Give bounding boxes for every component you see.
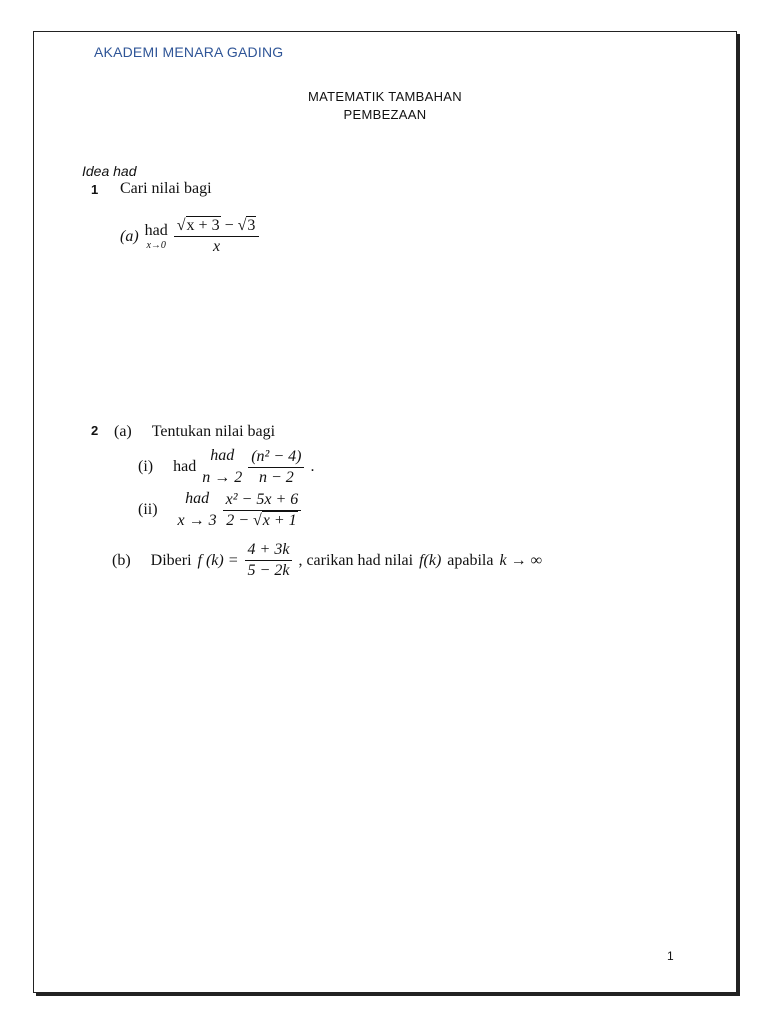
question-2-number: 2 — [91, 423, 99, 438]
q2a-label: (a) — [114, 423, 132, 440]
q1a-label: (a) — [120, 227, 139, 245]
q2aii-limit — [178, 488, 217, 532]
q2b-text-mid: , carikan had nilai — [298, 551, 414, 569]
question-2b — [112, 541, 542, 580]
q1a-numerator: √x + 3 − √3 — [174, 217, 260, 237]
q2ai-fraction — [248, 448, 304, 487]
question-2a-ii — [138, 488, 301, 532]
subject-title: MATEMATIK TAMBAHAN — [308, 89, 462, 104]
page-number: 1 — [667, 949, 674, 963]
q2b-numerator: 4 + 3k — [245, 541, 293, 561]
q2b-label: (b) — [112, 551, 131, 569]
q2aii-label: (ii) — [138, 501, 158, 518]
q2ai-had-prefix: had — [173, 458, 197, 475]
q2ai-limit — [202, 445, 242, 489]
question-1-prompt: Cari nilai bagi — [120, 180, 212, 197]
q2ai-had-top: had — [210, 447, 235, 464]
question-1-number: 1 — [91, 182, 99, 197]
q2aii-had-top: had — [185, 490, 210, 507]
q2b-limit: k → ∞ — [499, 551, 542, 569]
q2aii-numerator: x² − 5x + 6 — [223, 491, 302, 511]
q1a-limit-sub: x→0 — [146, 239, 166, 251]
question-1a-expression — [120, 217, 259, 256]
q2ai-trail: . — [310, 458, 315, 475]
q2b-text-post: apabila — [447, 551, 494, 569]
question-2a-i — [138, 445, 314, 489]
q2b-denominator: 5 − 2k — [247, 562, 290, 579]
q2b-func: f (k) = — [197, 551, 239, 569]
q2ai-label: (i) — [138, 458, 154, 475]
q2b-text-pre: Diberi — [150, 551, 192, 569]
q1a-limit — [145, 222, 168, 252]
section-heading: Idea had — [82, 163, 137, 179]
q2aii-denominator: 2 − √x + 1 — [226, 511, 297, 529]
q2ai-denominator: n − 2 — [258, 468, 294, 486]
topic-title: PEMBEZAAN — [343, 107, 427, 122]
q2ai-numerator: (n² − 4) — [248, 448, 304, 468]
school-name: AKADEMI MENARA GADING — [94, 44, 284, 60]
q1a-had: had — [144, 221, 168, 239]
q2ai-had-bottom: n → 2 — [202, 469, 243, 486]
q2aii-had-bottom: x → 3 — [177, 512, 217, 529]
document-page — [33, 31, 737, 993]
q2b-fraction — [245, 541, 293, 580]
q1a-fraction — [174, 217, 260, 256]
question-2a-prompt — [114, 423, 275, 441]
q2aii-fraction — [223, 491, 302, 530]
q1a-denominator: x — [213, 238, 221, 255]
q2b-func2: f(k) — [419, 551, 442, 569]
q2a-text: Tentukan nilai bagi — [151, 423, 276, 440]
